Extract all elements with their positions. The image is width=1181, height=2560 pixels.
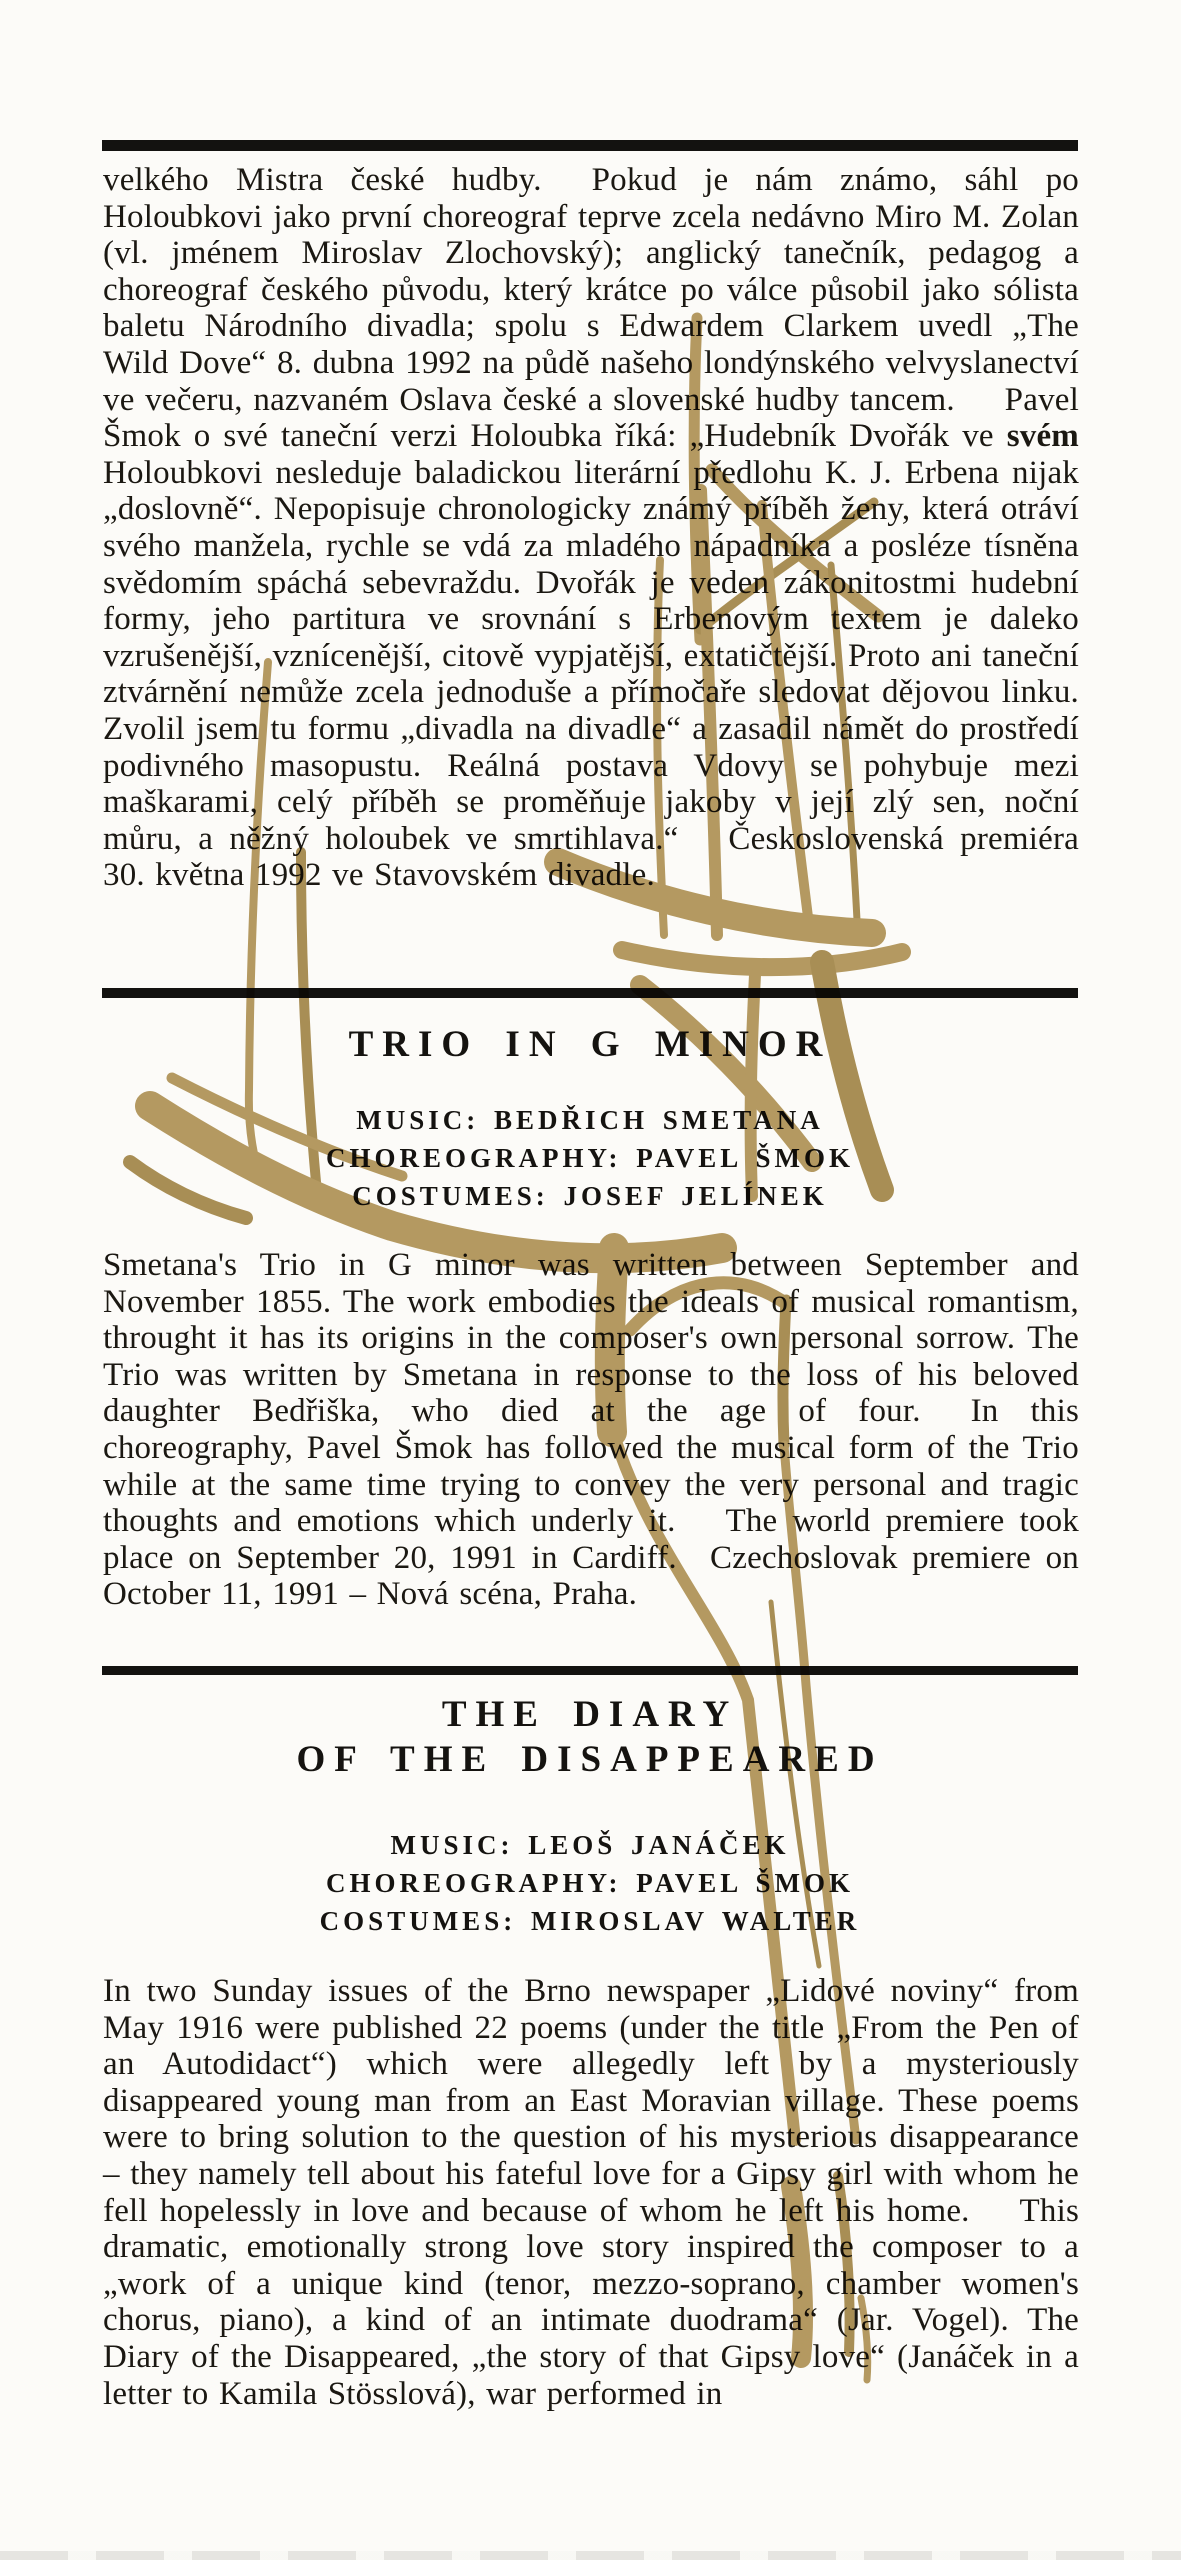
czech-bold-word: svém [1006, 418, 1079, 455]
trio-choreography-credit: CHOREOGRAPHY: PAVEL ŠMOK [325, 1143, 855, 1173]
page-bottom-edge-artifact [0, 2551, 1181, 2560]
trio-costumes-credit: COSTUMES: JOSEF JELÍNEK [352, 1181, 828, 1211]
trio-music-credit: MUSIC: BEDŘICH SMETANA [356, 1105, 824, 1135]
czech-text-part1: velkého Mistra české hudby. Pokud je nám známo, sáhl po Holoubkovi jako první choreograf teprve zcela nedávno Miro M. Zolan (vl. jménem Miroslav Zlochovský); anglický tanečník, pedagog a choreograf českého původu, který krátce po válce působil jako sólista baletu Národního divadla; spolu s Edwardem Clarkem uvedl „The Wild Dove“ 8. dubna 1992 na půdě našeho londýnského velvyslanectví ve večeru, nazvaném Oslava české a slovenské hudby tancem. Pavel Šmok o své taneční verzi Holoubka říká: „Hudebník Dvořák ve [103, 162, 1079, 455]
diary-section-title [102, 1692, 1078, 1782]
diary-choreography-credit: CHOREOGRAPHY: PAVEL ŠMOK [325, 1868, 855, 1898]
trio-credits-block [102, 1101, 1078, 1215]
diary-costumes-credit: COSTUMES: MIROSLAV WALTER [319, 1906, 861, 1936]
czech-text-part2: Holoubkovi nesleduje baladickou literární předlohu K. J. Erbena nijak „doslovně“. Nepopisuje chronologicky známý příběh ženy, která otráví svého manžela, rychle se vdá za mladého nápadníka a posléze tísněna svědomím spáchá sebevraždu. Dvořák je veden zákonitostmi hudební formy, jeho partitura ve srovnání s Erbenovým textem je daleko vzrušenější, vznícenější, citově vypjatější, extatičtější. Proto ani taneční ztvárnění nemůže zcela jednoduše a přímočaře sledovat dějovou linku. Zvolil jsem tu formu „divadla na divadle“ a zasadil námět do prostředí podivného masopustu. Reálná postava Vdovy se pohybuje mezi maškarami, celý příběh se proměňuje jakoby v její zlý sen, noční můru, a něžný holoubek ve smrtihlava.“ Československá premiéra 30. května 1992 ve Stavovském divadle. [103, 454, 1079, 894]
trio-section-title: TRIO IN G MINOR [348, 1024, 832, 1065]
diary-description-paragraph: In two Sunday issues of the Brno newspaper „Lidové noviny“ from May 1916 were published 22 poems (under the title „From the Pen of an Autodidact“) which were allegedly left by a mysteriously disappeared young man from an East Moravian village. These poems were to bring solution to the question of his mysterious disappearance – they namely tell about his fateful love for a Gipsy girl with whom he fell hopelessly in love and because of whom he left his home. This dramatic, emotionally strong love story inspired the composer to a „work of a unique kind (tenor, mezzo-soprano, chamber women's chorus, piano), a kind of an intimate duodrama“ (Jar. Vogel). The Diary of the Disappeared, „the story of that Gipsy love“ (Janáček in a letter to Kamila Stösslová), war performed in [103, 1973, 1079, 2412]
trio-section-divider-rule [102, 988, 1078, 998]
diary-music-credit: MUSIC: LEOŠ JANÁČEK [390, 1830, 790, 1860]
diary-title-line2: OF THE DISAPPEARED [296, 1739, 884, 1780]
top-divider-rule [102, 140, 1078, 151]
diary-credits-block [102, 1826, 1078, 1940]
czech-continuation-paragraph [103, 162, 1079, 894]
trio-description-paragraph: Smetana's Trio in G minor was written between September and November 1855. The work embodies the ideals of musical romantism, throught it has its origins in the composer's own personal sorrow. The Trio was written by Smetana in response to the loss of his beloved daughter Bedřiška, who died at the age of four. In this choreography, Pavel Šmok has followed the musical form of the Trio while at the same time trying to convey the very personal and tragic thoughts and emotions which underly it. The world premiere took place on September 20, 1991 in Cardiff. Czechoslovak premiere on October 11, 1991 – Nová scéna, Praha. [103, 1247, 1079, 1613]
diary-title-line1: THE DIARY [441, 1694, 739, 1735]
diary-section-divider-rule [102, 1666, 1078, 1675]
